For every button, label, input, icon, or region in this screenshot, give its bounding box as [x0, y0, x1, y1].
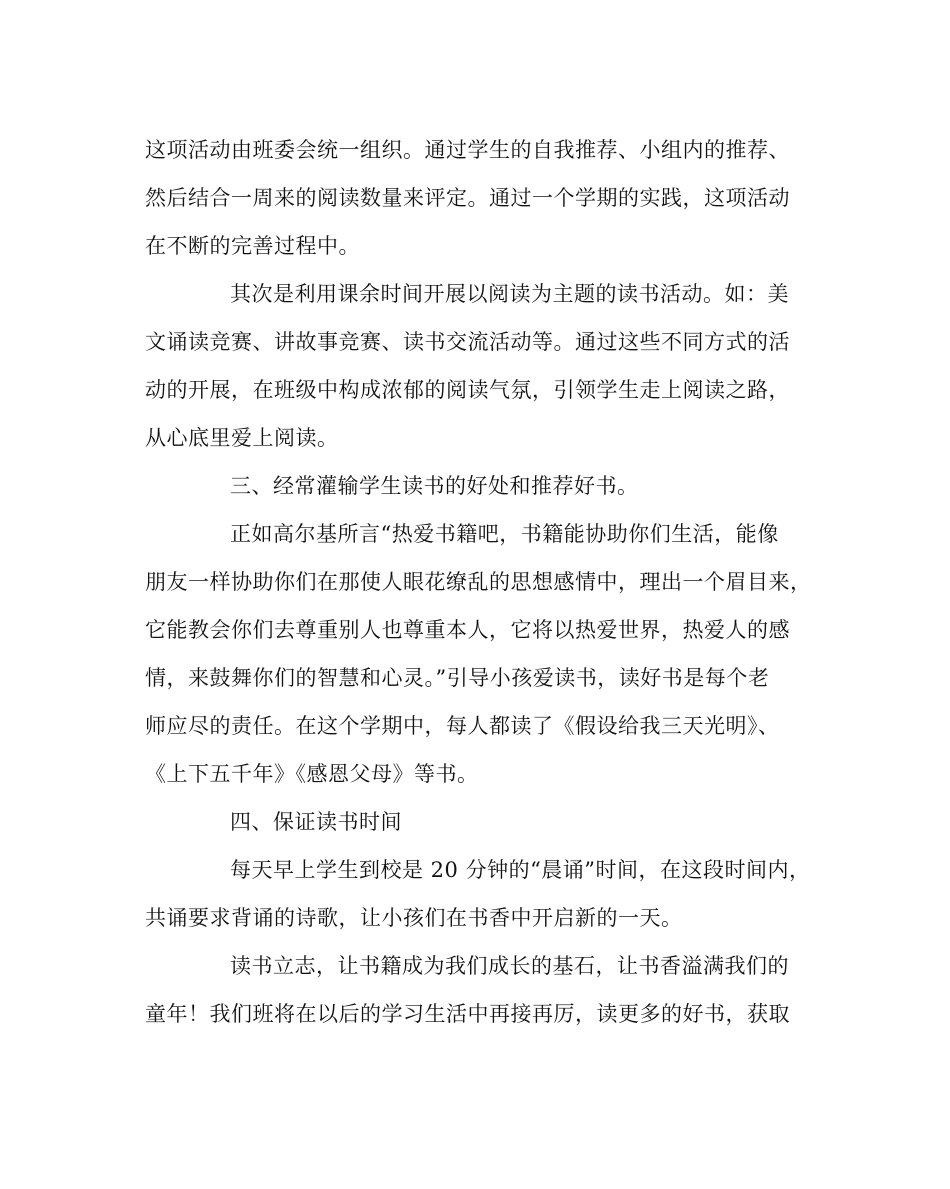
- text-line: 在不断的完善过程中。: [145, 234, 360, 258]
- text-line: 童年！我们班将在以后的学习生活中再接再厉，读更多的好书，获取: [145, 1002, 790, 1026]
- text-line: 每天早上学生到校是 20 分钟的“晨诵”时间，在这段时间内，: [230, 858, 811, 882]
- text-line: 文诵读竞赛、讲故事竞赛、读书交流活动等。通过这些不同方式的活: [145, 330, 790, 354]
- text-line: 共诵要求背诵的诗歌，让小孩们在书香中开启新的一天。: [145, 906, 683, 930]
- text-line: 它能教会你们去尊重别人也尊重本人，它将以热爱世界，热爱人的感: [145, 618, 790, 642]
- text-line: 读书立志，让书籍成为我们成长的基石，让书香溢满我们的: [230, 954, 789, 978]
- text-line: 朋友一样协助你们在那使人眼花缭乱的思想感情中，理出一个眉目来，: [145, 570, 812, 594]
- section-heading: 四、保证读书时间: [230, 810, 402, 834]
- text-line: 动的开展，在班级中构成浓郁的阅读气氛，引领学生走上阅读之路，: [145, 378, 790, 402]
- text-line: 《上下五千年》《感恩父母》等书。: [145, 762, 479, 786]
- text-line: 然后结合一周来的阅读数量来评定。通过一个学期的实践，这项活动: [145, 186, 790, 210]
- text-line: 师应尽的责任。在这个学期中，每人都读了《假设给我三天光明》、: [145, 714, 780, 738]
- text-line: 其次是利用课余时间开展以阅读为主题的读书活动。如：美: [230, 282, 789, 306]
- text-line: 这项活动由班委会统一组织。通过学生的自我推荐、小组内的推荐、: [145, 138, 790, 162]
- section-heading: 三、经常灌输学生读书的好处和推荐好书。: [230, 474, 639, 498]
- text-line: 从心底里爱上阅读。: [145, 426, 339, 450]
- text-line: 情，来鼓舞你们的智慧和心灵。”引导小孩爱读书，读好书是每个老: [145, 666, 770, 690]
- text-line: 正如高尔基所言“热爱书籍吧，书籍能协助你们生活，能像: [230, 522, 779, 546]
